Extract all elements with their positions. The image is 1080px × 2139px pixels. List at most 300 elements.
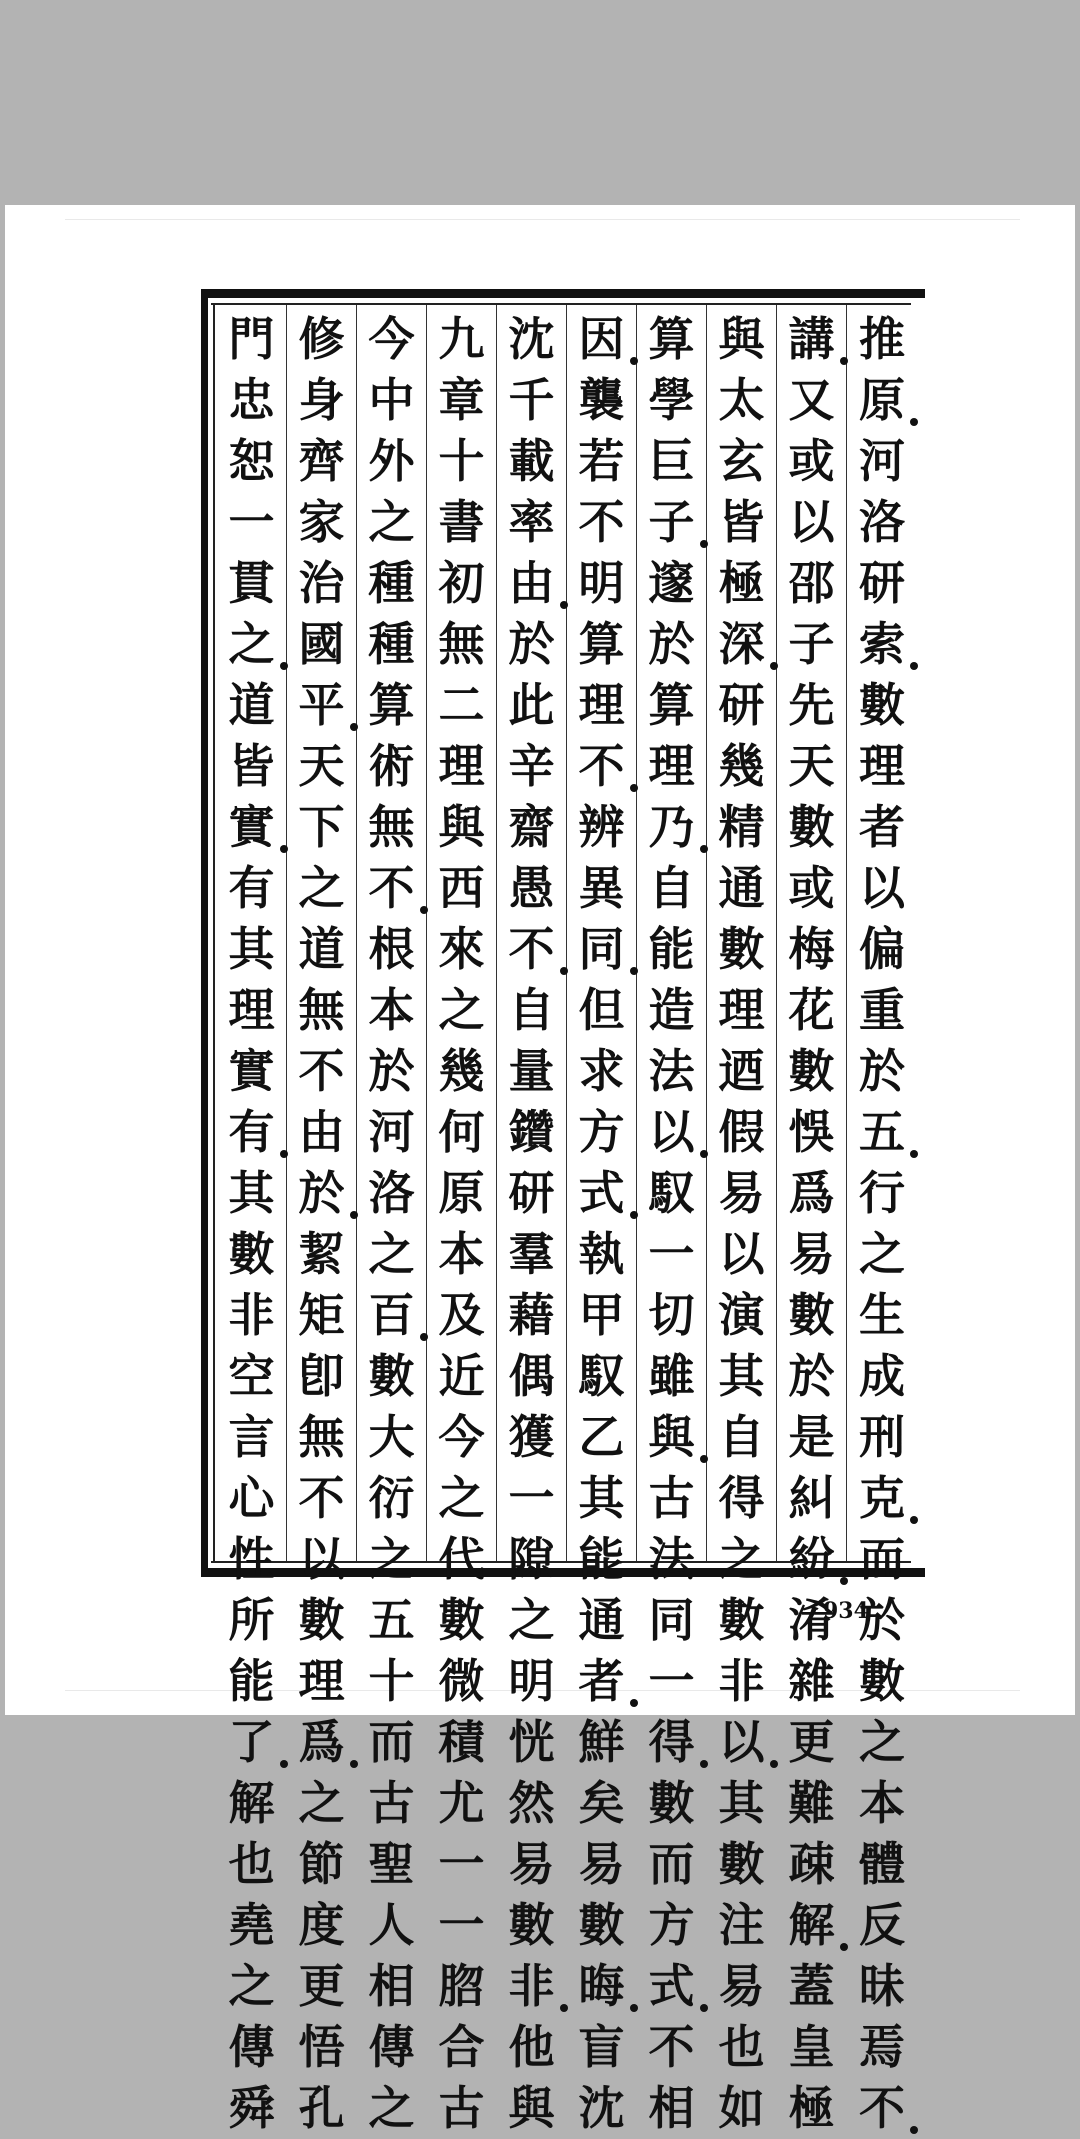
glyph: 式 [643, 1956, 701, 2017]
glyph: 今 [438, 1410, 485, 1464]
glyph: 自 [718, 1410, 765, 1464]
glyph: 之 [718, 1532, 765, 1586]
glyph: 於 [859, 1044, 905, 1098]
glyph: 種 [368, 556, 415, 610]
glyph: 得 [643, 1712, 701, 1773]
glyph: 爲 [293, 1712, 351, 1773]
glyph: 花 [788, 983, 835, 1037]
glyph: 之 [298, 861, 345, 915]
glyph: 太 [718, 373, 765, 427]
glyph: 與 [643, 1407, 701, 1468]
glyph: 隙 [508, 1532, 555, 1586]
text-column-9 [287, 305, 357, 2135]
glyph: 以 [718, 1227, 765, 1281]
glyph: 原 [438, 1166, 485, 1220]
glyph: 十 [368, 1654, 415, 1708]
glyph: 子 [788, 617, 835, 671]
glyph: 治 [298, 556, 345, 610]
glyph: 天 [788, 739, 835, 793]
glyph: 之 [438, 983, 485, 1037]
glyph: 河 [859, 434, 905, 488]
glyph: 執 [578, 1227, 625, 1281]
glyph: 貫 [228, 556, 275, 610]
glyph: 自 [508, 983, 555, 1037]
glyph: 然 [508, 1776, 555, 1830]
glyph: 初 [438, 556, 485, 610]
glyph: 平 [293, 675, 351, 736]
glyph: 數 [368, 1349, 415, 1403]
glyph: 解 [783, 1895, 841, 1956]
glyph: 一 [648, 1654, 695, 1708]
glyph: 而 [648, 1837, 695, 1891]
glyph: 襲 [578, 373, 625, 427]
glyph: 易 [508, 1837, 555, 1891]
glyph: 數 [438, 1593, 485, 1647]
glyph: 言 [228, 1410, 275, 1464]
glyph: 子 [643, 492, 701, 553]
glyph: 了 [223, 1712, 281, 1773]
glyph: 更 [298, 1959, 345, 2013]
glyph: 外 [368, 434, 415, 488]
glyph: 一 [438, 1898, 485, 1952]
glyph: 非 [228, 1288, 275, 1342]
glyph: 其 [228, 1166, 275, 1220]
glyph: 以 [788, 495, 835, 549]
glyph: 藉 [508, 1288, 555, 1342]
glyph: 能 [228, 1654, 275, 1708]
glyph: 而 [368, 1715, 415, 1769]
glyph: 無 [438, 617, 485, 671]
glyph: 也 [718, 2020, 765, 2074]
glyph: 推 [859, 312, 905, 366]
glyph: 爲 [788, 1166, 835, 1220]
glyph: 理 [718, 983, 765, 1037]
glyph: 精 [718, 800, 765, 854]
glyph: 二 [438, 678, 485, 732]
glyph: 理 [648, 739, 695, 793]
glyph: 道 [228, 678, 275, 732]
glyph: 理 [578, 678, 625, 732]
glyph: 尤 [438, 1776, 485, 1830]
glyph: 於 [859, 1593, 905, 1647]
glyph: 理 [228, 983, 275, 1037]
glyph: 蓋 [788, 1959, 835, 2013]
glyph: 代 [438, 1532, 485, 1586]
glyph: 古 [368, 1776, 415, 1830]
text-column-7 [427, 305, 497, 2135]
glyph: 門 [228, 312, 275, 366]
glyph: 因 [573, 309, 631, 370]
glyph: 非 [503, 1956, 561, 2017]
glyph: 方 [578, 1105, 625, 1159]
glyph: 率 [508, 495, 555, 549]
glyph: 法 [648, 1532, 695, 1586]
glyph: 不 [648, 2020, 695, 2074]
glyph: 數 [859, 678, 905, 732]
glyph: 舜 [228, 2081, 275, 2135]
glyph: 傳 [368, 2020, 415, 2074]
glyph: 齋 [508, 800, 555, 854]
glyph: 恕 [228, 434, 275, 488]
glyph: 法 [648, 1044, 695, 1098]
glyph: 於 [508, 617, 555, 671]
glyph: 近 [438, 1349, 485, 1403]
glyph: 數 [718, 922, 765, 976]
glyph: 玄 [718, 434, 765, 488]
glyph: 一 [228, 495, 275, 549]
glyph: 明 [578, 556, 625, 610]
glyph: 邵 [788, 556, 835, 610]
glyph: 幾 [438, 1044, 485, 1098]
glyph: 其 [718, 1349, 765, 1403]
text-column-5 [567, 305, 637, 2135]
glyph: 量 [508, 1044, 555, 1098]
glyph: 之 [368, 495, 415, 549]
glyph: 無 [298, 983, 345, 1037]
glyph: 與 [508, 2081, 555, 2135]
glyph: 有 [223, 1102, 281, 1163]
glyph: 無 [368, 800, 415, 854]
glyph: 理 [438, 739, 485, 793]
glyph: 衍 [368, 1471, 415, 1525]
glyph: 偏 [859, 922, 905, 976]
glyph: 皆 [228, 739, 275, 793]
glyph: 古 [648, 1471, 695, 1525]
glyph: 生 [859, 1288, 905, 1342]
glyph: 悟 [298, 2020, 345, 2074]
glyph: 或 [788, 861, 835, 915]
glyph: 難 [788, 1776, 835, 1830]
glyph: 傳 [228, 2020, 275, 2074]
glyph: 修 [298, 312, 345, 366]
glyph: 實 [223, 797, 281, 858]
glyph: 邃 [648, 556, 695, 610]
text-column-3 [707, 305, 777, 2135]
glyph: 獲 [508, 1410, 555, 1464]
glyph: 合 [438, 2020, 485, 2074]
glyph: 得 [718, 1471, 765, 1525]
glyph: 深 [713, 614, 771, 675]
glyph: 節 [298, 1837, 345, 1891]
glyph: 數 [859, 1654, 905, 1708]
glyph: 非 [718, 1654, 765, 1708]
glyph: 同 [573, 919, 631, 980]
glyph: 今 [368, 312, 415, 366]
glyph: 孔 [298, 2081, 345, 2135]
glyph: 五 [368, 1593, 415, 1647]
glyph: 式 [573, 1163, 631, 1224]
glyph: 於 [788, 1349, 835, 1403]
glyph: 本 [859, 1776, 905, 1830]
glyph: 人 [368, 1898, 415, 1952]
glyph: 齊 [298, 434, 345, 488]
glyph: 於 [368, 1044, 415, 1098]
text-column-1 [847, 305, 917, 2135]
glyph: 易 [718, 1166, 765, 1220]
glyph: 刑 [859, 1410, 905, 1464]
glyph: 解 [228, 1776, 275, 1830]
glyph: 國 [298, 617, 345, 671]
glyph: 又 [788, 373, 835, 427]
glyph: 數 [718, 1593, 765, 1647]
glyph: 性 [228, 1532, 275, 1586]
glyph: 淆 [788, 1593, 835, 1647]
glyph: 注 [718, 1898, 765, 1952]
glyph: 實 [228, 1044, 275, 1098]
glyph: 千 [508, 373, 555, 427]
glyph: 不 [503, 919, 561, 980]
glyph: 章 [438, 373, 485, 427]
glyph: 算 [368, 678, 415, 732]
glyph: 數 [718, 1837, 765, 1891]
glyph: 紛 [783, 1529, 841, 1590]
glyph: 乙 [578, 1410, 625, 1464]
glyph: 數 [578, 1898, 625, 1952]
glyph: 異 [578, 861, 625, 915]
glyph: 算 [648, 678, 695, 732]
glyph: 甲 [578, 1288, 625, 1342]
glyph: 古 [438, 2081, 485, 2135]
glyph: 相 [648, 2081, 695, 2135]
glyph: 沈 [578, 2081, 625, 2135]
glyph: 梅 [788, 922, 835, 976]
glyph: 疎 [788, 1837, 835, 1891]
glyph: 相 [368, 1959, 415, 2013]
glyph: 通 [718, 861, 765, 915]
glyph: 與 [718, 312, 765, 366]
glyph: 克 [853, 1468, 911, 1529]
glyph: 造 [648, 983, 695, 1037]
glyph: 或 [788, 434, 835, 488]
glyph: 雜 [788, 1654, 835, 1708]
frame-rule-top [201, 289, 925, 298]
scanned-page [5, 205, 1075, 2135]
glyph: 大 [368, 1410, 415, 1464]
glyph: 切 [648, 1288, 695, 1342]
glyph: 學 [648, 373, 695, 427]
glyph: 他 [508, 2020, 555, 2074]
glyph: 之 [368, 1532, 415, 1586]
glyph: 聖 [368, 1837, 415, 1891]
glyph: 空 [228, 1349, 275, 1403]
glyph: 書 [438, 495, 485, 549]
glyph: 以 [298, 1532, 345, 1586]
glyph: 方 [648, 1898, 695, 1952]
glyph: 之 [228, 1959, 275, 2013]
glyph: 絜 [298, 1227, 345, 1281]
glyph: 反 [859, 1898, 905, 1952]
glyph: 數 [298, 1593, 345, 1647]
glyph: 悞 [788, 1105, 835, 1159]
glyph: 不 [853, 2078, 911, 2139]
glyph: 雖 [648, 1349, 695, 1403]
glyph: 於 [293, 1163, 351, 1224]
glyph: 中 [368, 373, 415, 427]
glyph: 通 [578, 1593, 625, 1647]
glyph: 但 [578, 983, 625, 1037]
glyph: 是 [788, 1410, 835, 1464]
glyph: 西 [438, 861, 485, 915]
glyph: 之 [859, 1715, 905, 1769]
glyph: 恍 [508, 1715, 555, 1769]
glyph: 術 [368, 739, 415, 793]
glyph: 卽 [298, 1349, 345, 1403]
glyph: 不 [363, 858, 421, 919]
glyph: 皆 [718, 495, 765, 549]
glyph: 盲 [578, 2020, 625, 2074]
glyph: 數 [508, 1898, 555, 1952]
glyph: 者 [859, 800, 905, 854]
glyph: 極 [788, 2081, 835, 2135]
glyph: 身 [298, 373, 345, 427]
glyph: 十 [438, 434, 485, 488]
glyph: 昧 [859, 1959, 905, 2013]
glyph: 數 [648, 1776, 695, 1830]
glyph: 講 [783, 309, 841, 370]
glyph: 有 [228, 861, 275, 915]
glyph: 愚 [508, 861, 555, 915]
glyph: 來 [438, 922, 485, 976]
glyph: 以 [643, 1102, 701, 1163]
glyph: 由 [503, 553, 561, 614]
glyph: 幾 [718, 739, 765, 793]
glyph: 度 [298, 1898, 345, 1952]
glyph: 焉 [859, 2020, 905, 2074]
glyph: 沈 [508, 312, 555, 366]
glyph: 及 [438, 1288, 485, 1342]
glyph: 何 [438, 1105, 485, 1159]
glyph: 能 [648, 922, 695, 976]
glyph: 其 [718, 1776, 765, 1830]
glyph: 能 [578, 1532, 625, 1586]
glyph: 乃 [643, 797, 701, 858]
glyph: 九 [438, 312, 485, 366]
glyph: 微 [438, 1654, 485, 1708]
glyph: 算 [578, 617, 625, 671]
glyph: 根 [368, 922, 415, 976]
glyph: 索 [853, 614, 911, 675]
glyph: 理 [859, 739, 905, 793]
glyph: 以 [859, 861, 905, 915]
glyph: 河 [368, 1105, 415, 1159]
glyph: 原 [853, 370, 911, 431]
glyph: 天 [298, 739, 345, 793]
glyph: 其 [228, 922, 275, 976]
glyph: 之 [298, 1776, 345, 1830]
frame-rule-left [201, 289, 208, 1577]
glyph: 明 [508, 1654, 555, 1708]
glyph: 之 [438, 1471, 485, 1525]
glyph: 算 [648, 312, 695, 366]
glyph: 洛 [368, 1166, 415, 1220]
glyph: 皇 [788, 2020, 835, 2074]
text-column-4 [637, 305, 707, 2135]
glyph: 辨 [578, 800, 625, 854]
glyph: 本 [438, 1227, 485, 1281]
glyph: 如 [718, 2081, 765, 2135]
glyph: 之 [508, 1593, 555, 1647]
glyph: 更 [788, 1715, 835, 1769]
glyph: 易 [578, 1837, 625, 1891]
glyph: 洛 [859, 495, 905, 549]
glyph: 此 [508, 678, 555, 732]
text-column-6 [497, 305, 567, 2135]
glyph: 五 [853, 1102, 911, 1163]
text-column-8 [357, 305, 427, 2135]
glyph: 與 [438, 800, 485, 854]
glyph: 一 [508, 1471, 555, 1525]
glyph: 由 [298, 1105, 345, 1159]
glyph: 之 [223, 614, 281, 675]
glyph: 數 [788, 1288, 835, 1342]
page-number: 934 [823, 1598, 869, 1624]
glyph: 不 [298, 1044, 345, 1098]
glyph: 羣 [508, 1227, 555, 1281]
glyph: 先 [788, 678, 835, 732]
glyph: 極 [718, 556, 765, 610]
glyph: 矣 [578, 1776, 625, 1830]
glyph: 假 [718, 1105, 765, 1159]
glyph: 之 [859, 1227, 905, 1281]
glyph: 堯 [228, 1898, 275, 1952]
glyph: 馭 [578, 1349, 625, 1403]
glyph: 演 [718, 1288, 765, 1342]
glyph: 重 [859, 983, 905, 1037]
glyph: 無 [298, 1410, 345, 1464]
glyph: 數 [788, 1044, 835, 1098]
glyph: 巨 [648, 434, 695, 488]
glyph: 體 [859, 1837, 905, 1891]
glyph: 道 [298, 922, 345, 976]
glyph: 鮮 [578, 1715, 625, 1769]
glyph: 求 [578, 1044, 625, 1098]
glyph: 於 [648, 617, 695, 671]
glyph: 自 [648, 861, 695, 915]
glyph: 者 [573, 1651, 631, 1712]
glyph: 研 [508, 1166, 555, 1220]
glyph: 下 [298, 800, 345, 854]
glyph: 研 [718, 678, 765, 732]
glyph: 糾 [788, 1471, 835, 1525]
glyph: 數 [788, 800, 835, 854]
glyph: 之 [368, 1227, 415, 1281]
glyph: 也 [228, 1837, 275, 1891]
glyph: 忠 [228, 373, 275, 427]
glyph: 一 [648, 1227, 695, 1281]
glyph: 載 [508, 434, 555, 488]
glyph: 矩 [298, 1288, 345, 1342]
glyph: 不 [298, 1471, 345, 1525]
glyph: 同 [648, 1593, 695, 1647]
glyph: 不 [578, 495, 625, 549]
glyph: 迺 [718, 1044, 765, 1098]
glyph: 百 [363, 1285, 421, 1346]
glyph: 以 [713, 1712, 771, 1773]
glyph: 所 [228, 1593, 275, 1647]
glyph: 而 [859, 1532, 905, 1586]
glyph: 鑽 [508, 1105, 555, 1159]
glyph: 一 [438, 1837, 485, 1891]
text-column-10 [217, 305, 287, 2135]
glyph: 行 [859, 1166, 905, 1220]
glyph: 馭 [648, 1166, 695, 1220]
glyph: 其 [578, 1471, 625, 1525]
glyph: 不 [573, 736, 631, 797]
glyph: 偶 [508, 1349, 555, 1403]
glyph: 成 [859, 1349, 905, 1403]
glyph: 本 [368, 983, 415, 1037]
glyph: 數 [228, 1227, 275, 1281]
